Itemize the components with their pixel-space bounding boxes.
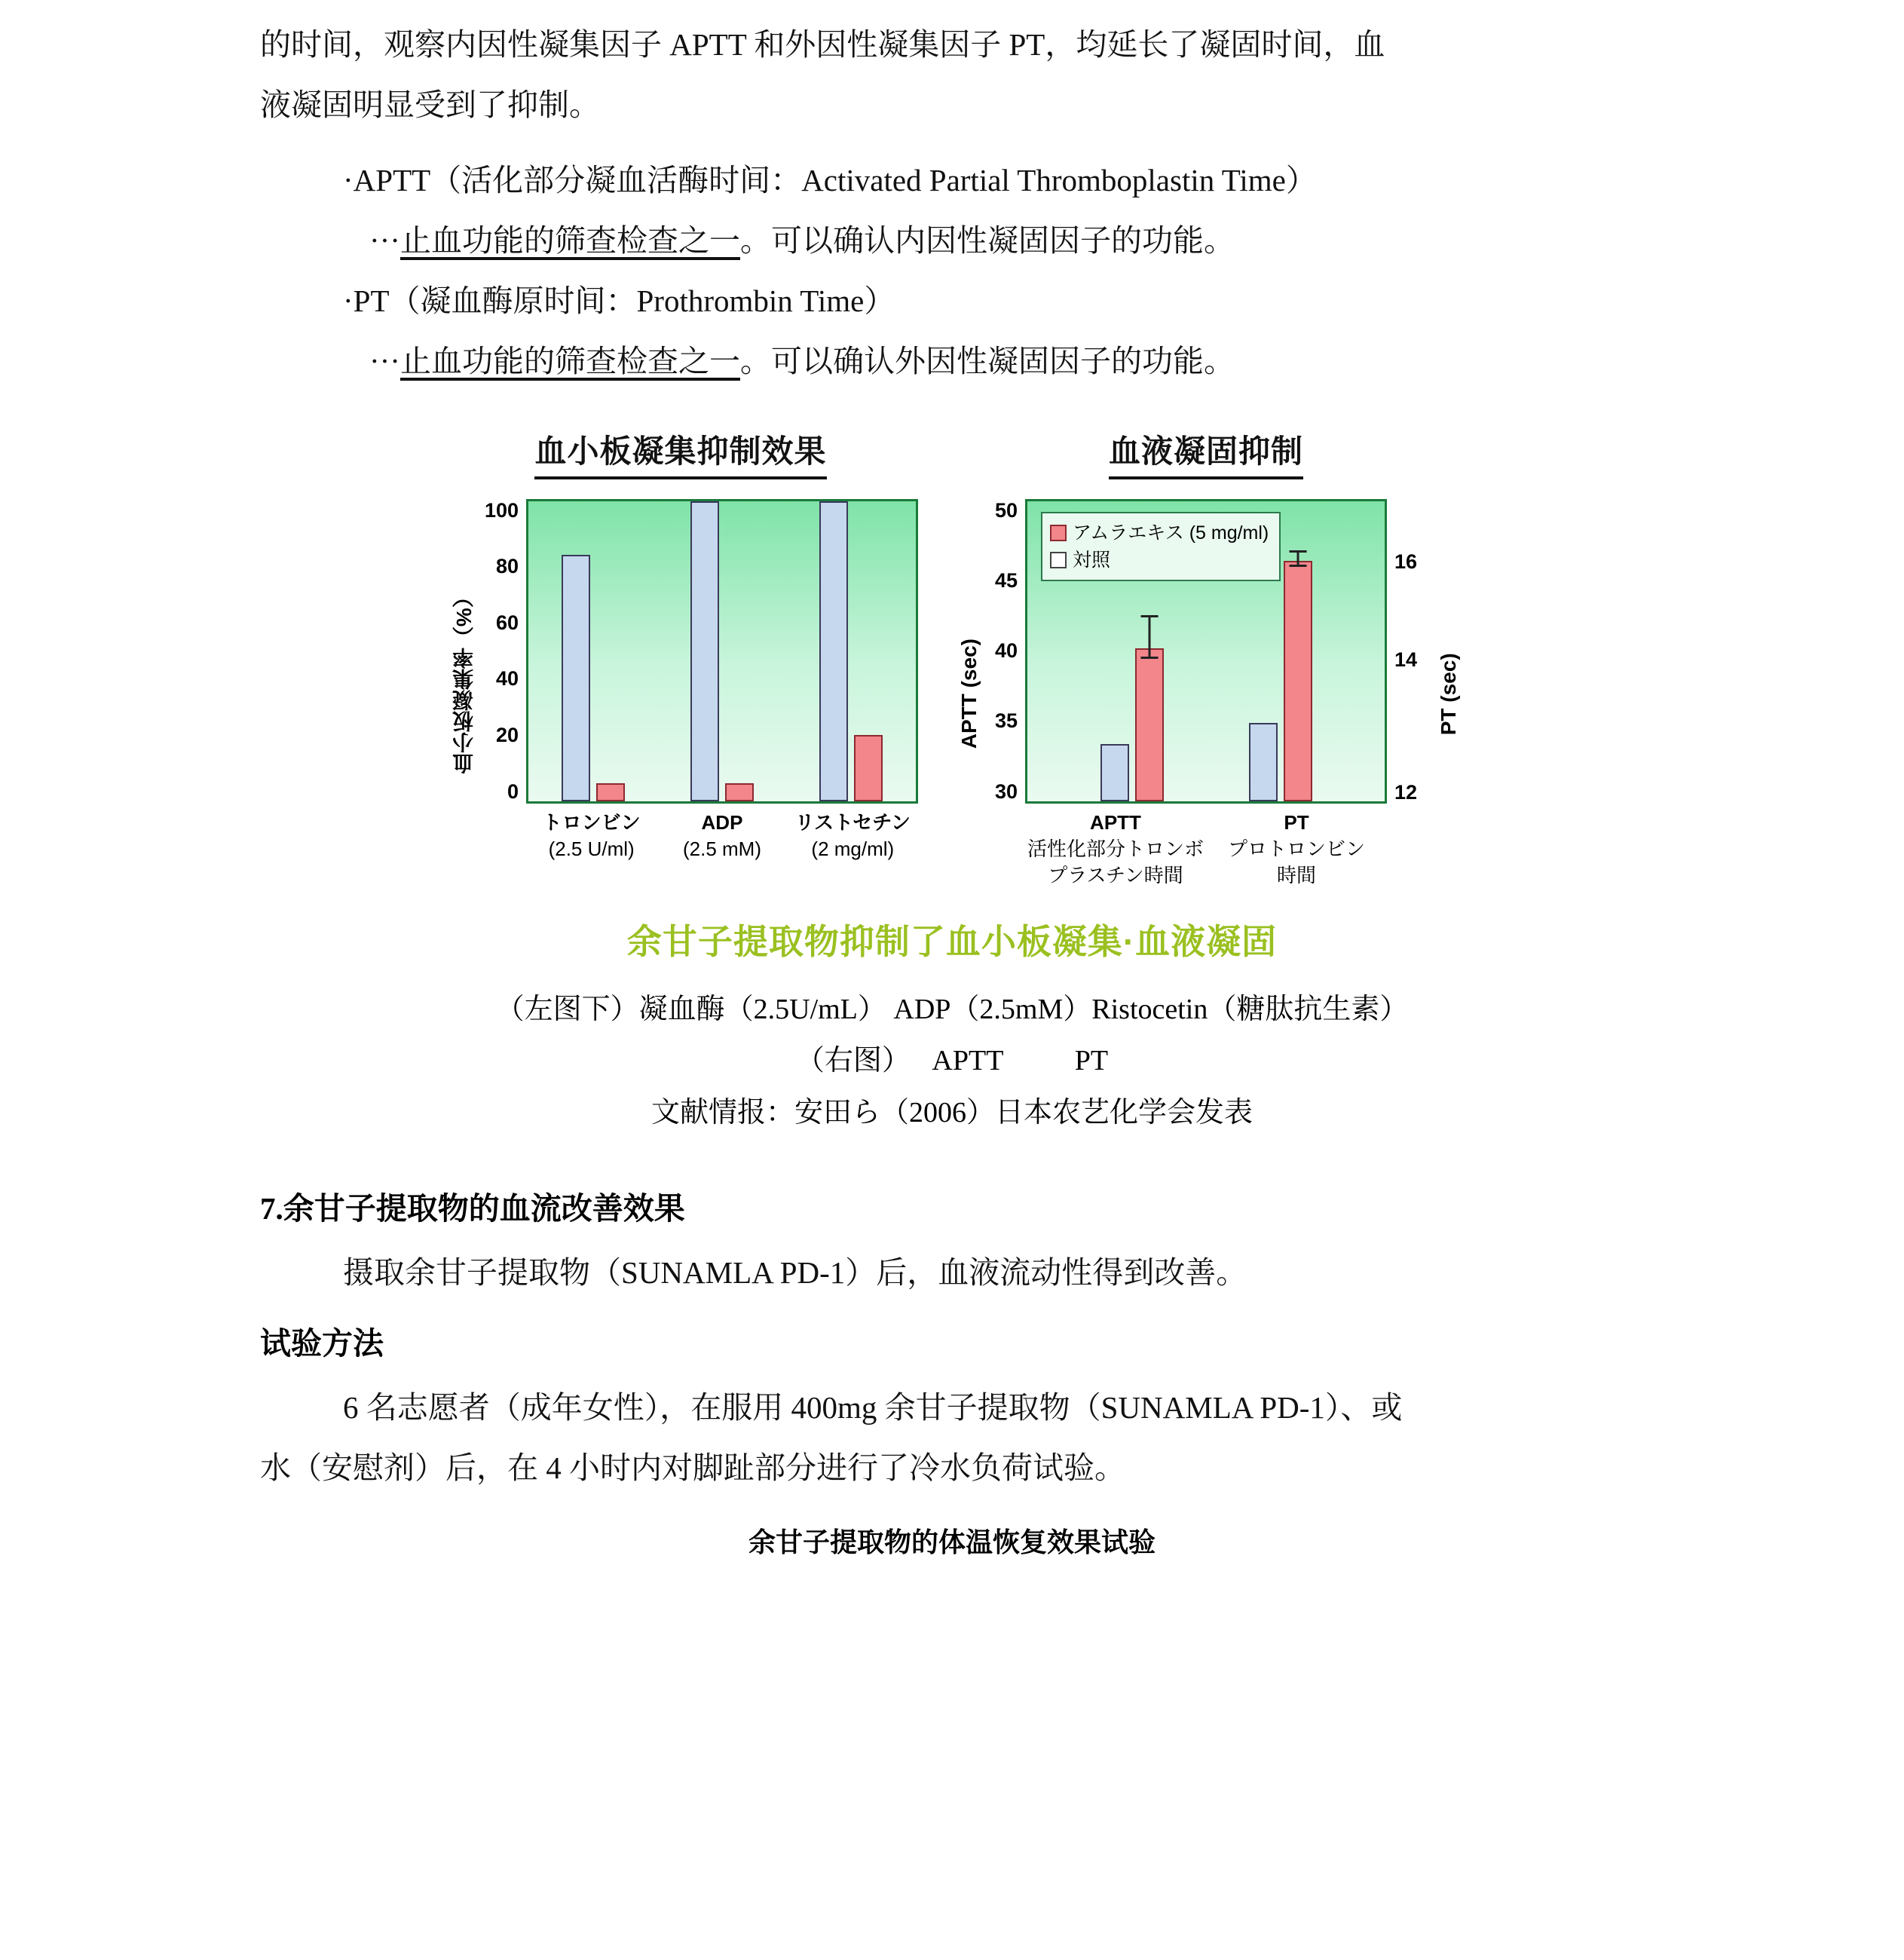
- bullet-pt: ·PT（凝血酶原时间：Prothrombin Time）: [343, 283, 895, 318]
- bullet-aptt-sub: [369, 211, 1644, 271]
- ytick-40: 40: [994, 639, 1018, 663]
- xlabel-ristocetin-name: リストセチン: [794, 810, 911, 834]
- bullet-pt-sub: [369, 332, 1644, 392]
- chart-right-ylabel-secondary: PT (sec): [1437, 652, 1460, 735]
- charts-container: [443, 427, 1461, 889]
- ytick-80: 80: [495, 555, 519, 578]
- xlabel-aptt-sub: 活性化部分トロンボ プラスチン時間: [1027, 837, 1204, 887]
- bar-control-aptt: [1100, 744, 1129, 801]
- bar-control-ristocetin: [819, 501, 848, 801]
- figure-note: [496, 984, 1409, 1138]
- bullet-aptt-sub-underline: 止血功能的筛查检查之一: [399, 222, 740, 258]
- xlabel-adp: [657, 810, 787, 862]
- legend-label-control: 対照: [1073, 549, 1111, 571]
- xlabel-pt-name: PT: [1284, 810, 1309, 834]
- bar-amla-thrombin: [596, 783, 625, 801]
- chart-right-bars: [1027, 501, 1385, 801]
- ytick-60: 60: [495, 611, 519, 634]
- paragraph-line-2: 液凝固明显受到了抑制。: [260, 87, 600, 122]
- xlabel-ristocetin: [788, 810, 918, 862]
- ytick-20: 20: [495, 724, 519, 746]
- chart-right-ylabel: APTT (sec): [957, 639, 981, 749]
- xlabel-ristocetin-dose: (2 mg/ml): [811, 837, 895, 860]
- method-heading: 试验方法: [260, 1326, 384, 1361]
- xlabel-thrombin: [527, 810, 657, 862]
- chart-left-plot-area: [526, 499, 918, 804]
- bar-group-pt: [1249, 501, 1312, 801]
- bullet-pt-sub-rest: 。可以确认外因性凝固因子的功能。: [739, 343, 1235, 378]
- leader-dots: ···: [369, 222, 400, 258]
- ytick-30: 30: [994, 779, 1018, 803]
- xlabel-adp-dose: (2.5 mM): [682, 837, 761, 860]
- xlabel-adp-name: ADP: [701, 810, 743, 834]
- ytick-35: 35: [994, 709, 1018, 733]
- xlabel-pt: [1206, 810, 1387, 889]
- bullet-aptt: ·APTT（活化部分凝血活酶时间：Activated Partial Thromboplastin Time）: [343, 162, 1317, 198]
- paragraph-line-1: 的时间，观察内因性凝集因子 APTT 和外因性凝集因子 PT，均延长了凝固时间，血: [260, 27, 1385, 62]
- ytick-right-14: 14: [1394, 648, 1418, 671]
- chart-right-plot-area: [1025, 499, 1387, 804]
- bullet-aptt-sub-rest: 。可以确认内因性凝固因子的功能。: [739, 222, 1235, 258]
- bar-control-adp: [690, 501, 719, 801]
- chart-right-yticks: [981, 499, 1025, 804]
- figure-note-line-2: （右图） APTT PT: [795, 1045, 1109, 1077]
- xlabel-thrombin-name: トロンビン: [542, 810, 641, 834]
- ytick-right-16: 16: [1394, 550, 1418, 573]
- ytick-100: 100: [484, 498, 519, 522]
- chart-right-title: 血液凝固抑制: [1109, 427, 1303, 479]
- xlabel-aptt-name: APTT: [1090, 810, 1141, 834]
- bar-group-aptt: [1100, 501, 1164, 801]
- chart-left-bars: [528, 501, 916, 801]
- bar-amla-ristocetin: [854, 735, 883, 801]
- footer-title: 余甘子提取物的体温恢复效果试验: [748, 1527, 1156, 1557]
- bar-control-pt: [1249, 723, 1278, 801]
- bar-group-ristocetin: [819, 501, 883, 801]
- bar-group-adp: [690, 501, 754, 801]
- chart-left-ylabel: 血小板凝集率（%）: [452, 586, 476, 775]
- chart-left-title: 血小板凝集抑制效果: [534, 427, 826, 479]
- bullet-pt-sub-underline: 止血功能的筛查检查之一: [399, 343, 740, 378]
- ytick-right-12: 12: [1394, 780, 1418, 804]
- legend-label-amla: アムラエキス (5 mg/ml): [1073, 522, 1269, 544]
- chart-right-yticks-secondary: [1387, 499, 1431, 804]
- bar-amla-adp: [725, 783, 754, 801]
- figure-note-line-1: （左图下）凝血酶（2.5U/mL） ADP（2.5mM）Ristocetin（糖肽抗生素）: [495, 993, 1409, 1025]
- method-line-1: 6 名志愿者（成年女性），在服用 400mg 余甘子提取物（SUNAMLA PD-1）、或: [343, 1390, 1403, 1426]
- error-bar-pt: [1296, 550, 1299, 567]
- bar-amla-aptt: [1135, 648, 1164, 801]
- chart-right-xlabels: [1025, 810, 1387, 889]
- chart-platelet-aggregation: [443, 427, 918, 862]
- error-bar-aptt: [1148, 615, 1150, 659]
- ytick-45: 45: [994, 568, 1018, 592]
- figure-note-line-3: 文献情报：安田ら（2006）日本农艺化学会发表: [650, 1096, 1253, 1129]
- section-7-body: 摄取余甘子提取物（SUNAMLA PD-1）后，血液流动性得到改善。: [343, 1255, 1247, 1291]
- chart-left-yticks: [479, 499, 526, 804]
- chart-left-xlabels: [526, 810, 918, 862]
- method-line-2: 水（安慰剂）后，在 4 小时内对脚趾部分进行了冷水负荷试验。: [260, 1450, 1125, 1485]
- chart-blood-coagulation: [951, 427, 1461, 889]
- ytick-40: 40: [495, 667, 519, 691]
- figure-green-caption: 余甘子提取物抑制了血小板凝集·血液凝固: [626, 921, 1278, 961]
- figure-blood-charts: [0, 427, 1904, 1138]
- ytick-0: 0: [507, 779, 519, 803]
- xlabel-thrombin-dose: (2.5 U/ml): [548, 837, 635, 860]
- ytick-50: 50: [994, 498, 1018, 522]
- section-7-heading: 7.余甘子提取物的血流改善效果: [260, 1191, 685, 1227]
- leader-dots-2: ···: [369, 343, 400, 378]
- bar-control-thrombin: [562, 555, 590, 801]
- bar-amla-pt: [1284, 561, 1312, 801]
- bar-group-thrombin: [562, 501, 625, 801]
- xlabel-aptt: [1025, 810, 1206, 889]
- xlabel-pt-sub: プロトロンビン 時間: [1227, 837, 1365, 887]
